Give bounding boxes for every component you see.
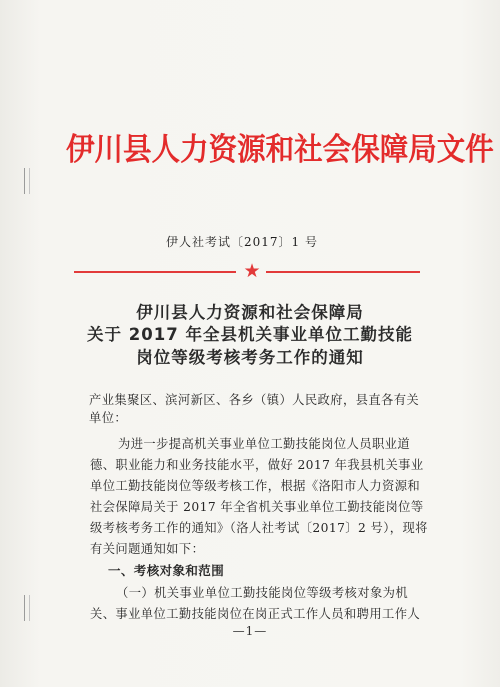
body-line: 社会保障局关于 2017 年全省机关事业单位工勤技能岗位等 [90,500,424,514]
body-line: 有关问题通知如下： [90,542,205,556]
recipients-line: 单位： [89,411,128,425]
binding-staple-mark [24,595,30,621]
binding-staple-mark [24,168,30,194]
recipients-line: 产业集聚区、滨河新区、各乡（镇）人民政府，县直各有关 [89,393,420,407]
notice-title-line: 伊川县人力资源和社会保障局 [136,303,364,322]
body-line: 级考核考务工作的通知》（洛人社考试〔2017〕2 号），现将 [90,521,428,535]
issuing-authority-title: 伊川县人力资源和社会保障局文件 [66,132,494,168]
document-number: 伊人社考试〔2017〕1 号 [166,235,318,249]
subsection-line: 关、事业单位工勤技能岗位在岗正式工作人员和聘用工作人 [90,607,421,621]
page-number: —1— [232,624,268,638]
body-line: 为进一步提高机关事业单位工勤技能岗位人员职业道 [118,437,411,451]
star-icon: ★ [243,260,261,282]
red-rule-left [74,271,236,273]
section-heading: 一、考核对象和范围 [108,563,225,578]
subsection-line: （一）机关事业单位工勤技能岗位等级考核对象为机 [116,586,409,600]
body-line: 德、职业能力和业务技能水平，做好 2017 年我县机关事业 [90,458,424,472]
notice-title-line: 岗位等级考核考务工作的通知 [136,348,364,367]
red-rule-right [266,271,420,273]
notice-title-line: 关于 2017 年全县机关事业单位工勤技能 [87,325,413,344]
body-line: 单位工勤技能岗位等级考核工作，根据《洛阳市人力资源和 [90,479,421,493]
